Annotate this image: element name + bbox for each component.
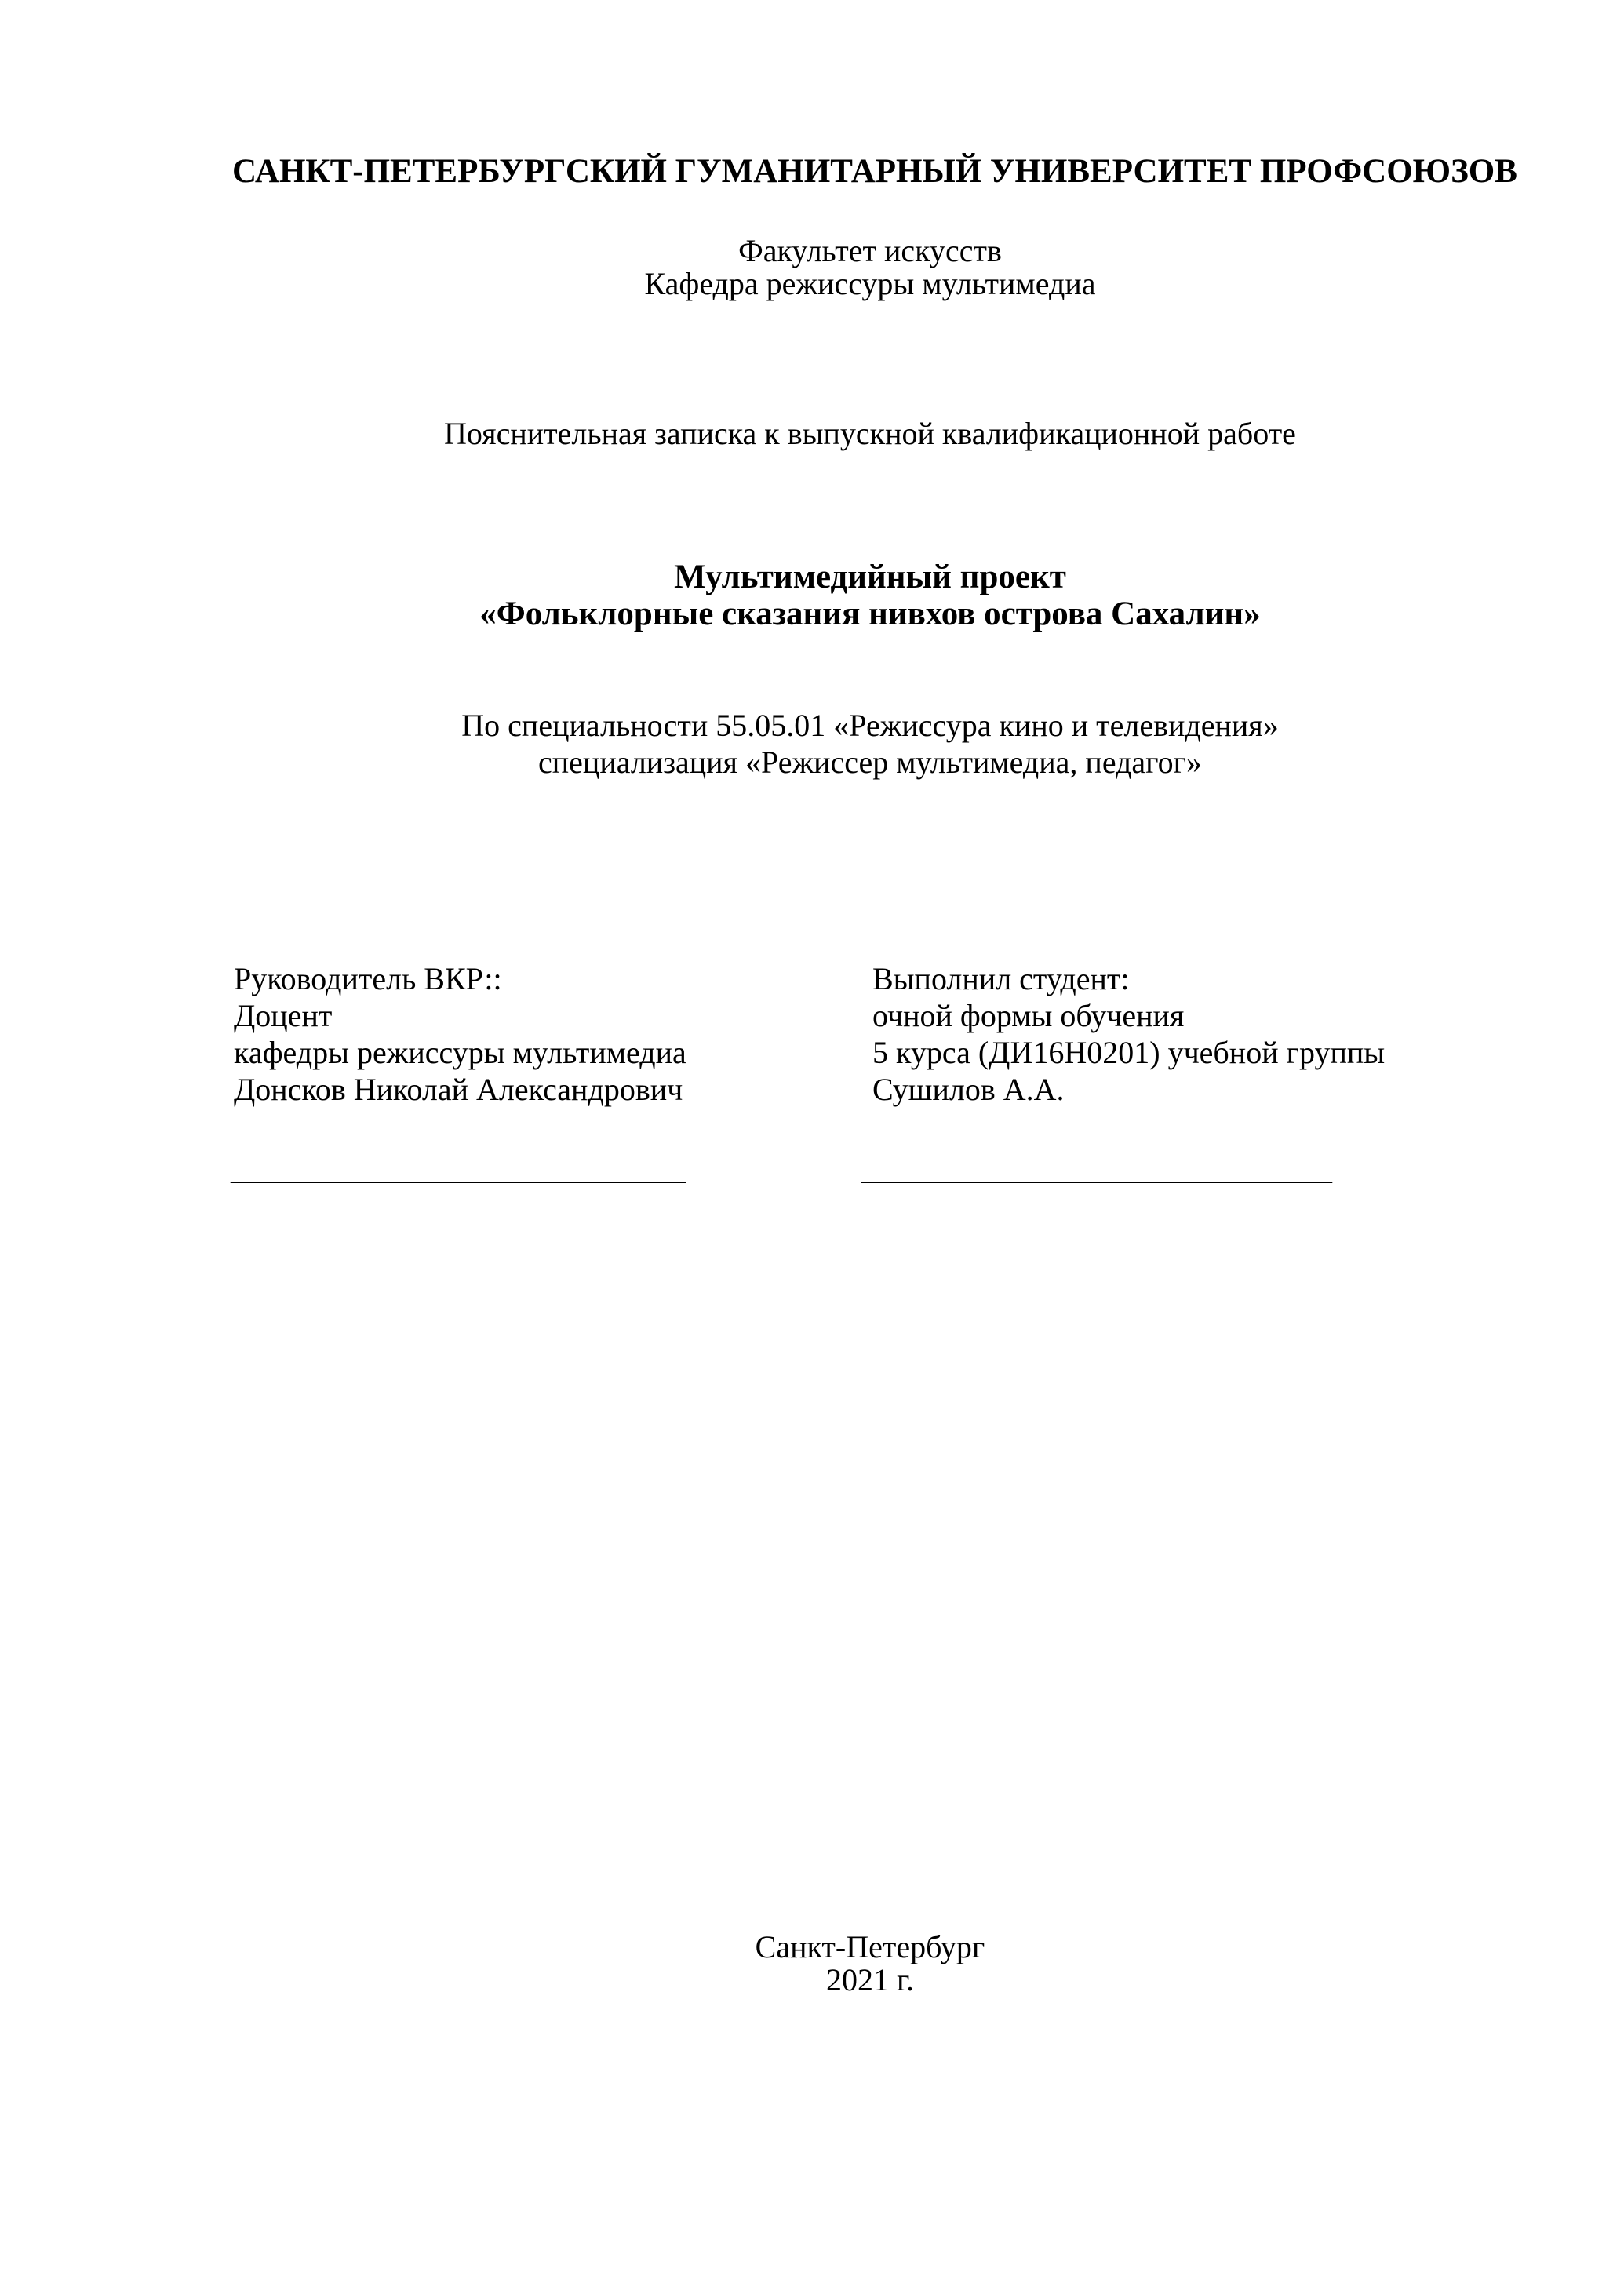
faculty-line: Факультет искусств: [738, 233, 1002, 268]
student-name: Сушилов А.А.: [872, 1072, 1065, 1107]
faculty-department-block: [232, 235, 1508, 300]
student-block: [872, 960, 1508, 1108]
city-year-block: [232, 1931, 1508, 1997]
city-line: Санкт-Петербург: [755, 1929, 985, 1964]
specialty-line1: По специальности 55.05.01 «Режиссура кино и телевидения»: [461, 708, 1279, 743]
department-line: Кафедра режиссуры мультимедиа: [644, 266, 1096, 301]
supervisor-block: [234, 960, 861, 1108]
supervisor-name: Донсков Николай Александрович: [234, 1072, 683, 1107]
project-title-block: [232, 559, 1508, 632]
student-study-form: очной формы обучения: [872, 998, 1185, 1033]
specialty-line2: специализация «Режиссер мультимедиа, педагог»: [538, 745, 1202, 780]
year-line: 2021 г.: [826, 1962, 914, 1997]
supervisor-department: кафедры режиссуры мультимедиа: [234, 1035, 686, 1070]
project-title-line1: Мультимедийный проект: [674, 559, 1066, 595]
student-label: Выполнил студент:: [872, 961, 1130, 996]
document-type-line: Пояснительная записка к выпускной квалификационной работе: [444, 416, 1296, 451]
student-signature-line: ______________________________: [861, 1151, 1332, 1186]
university-title: САНКТ-ПЕТЕРБУРГСКИЙ ГУМАНИТАРНЫЙ УНИВЕРСИТЕТ ПРОФСОЮЗОВ: [232, 153, 1517, 190]
project-title-line2: «Фольклорные сказания нивхов острова Сахалин»: [479, 595, 1261, 632]
student-group: 5 курса (ДИ16Н0201) учебной группы: [872, 1035, 1385, 1070]
supervisor-signature-line: _____________________________: [231, 1151, 686, 1186]
supervisor-label: Руководитель ВКР::: [234, 961, 502, 996]
specialty-block: [232, 707, 1508, 781]
supervisor-position: Доцент: [234, 998, 333, 1033]
